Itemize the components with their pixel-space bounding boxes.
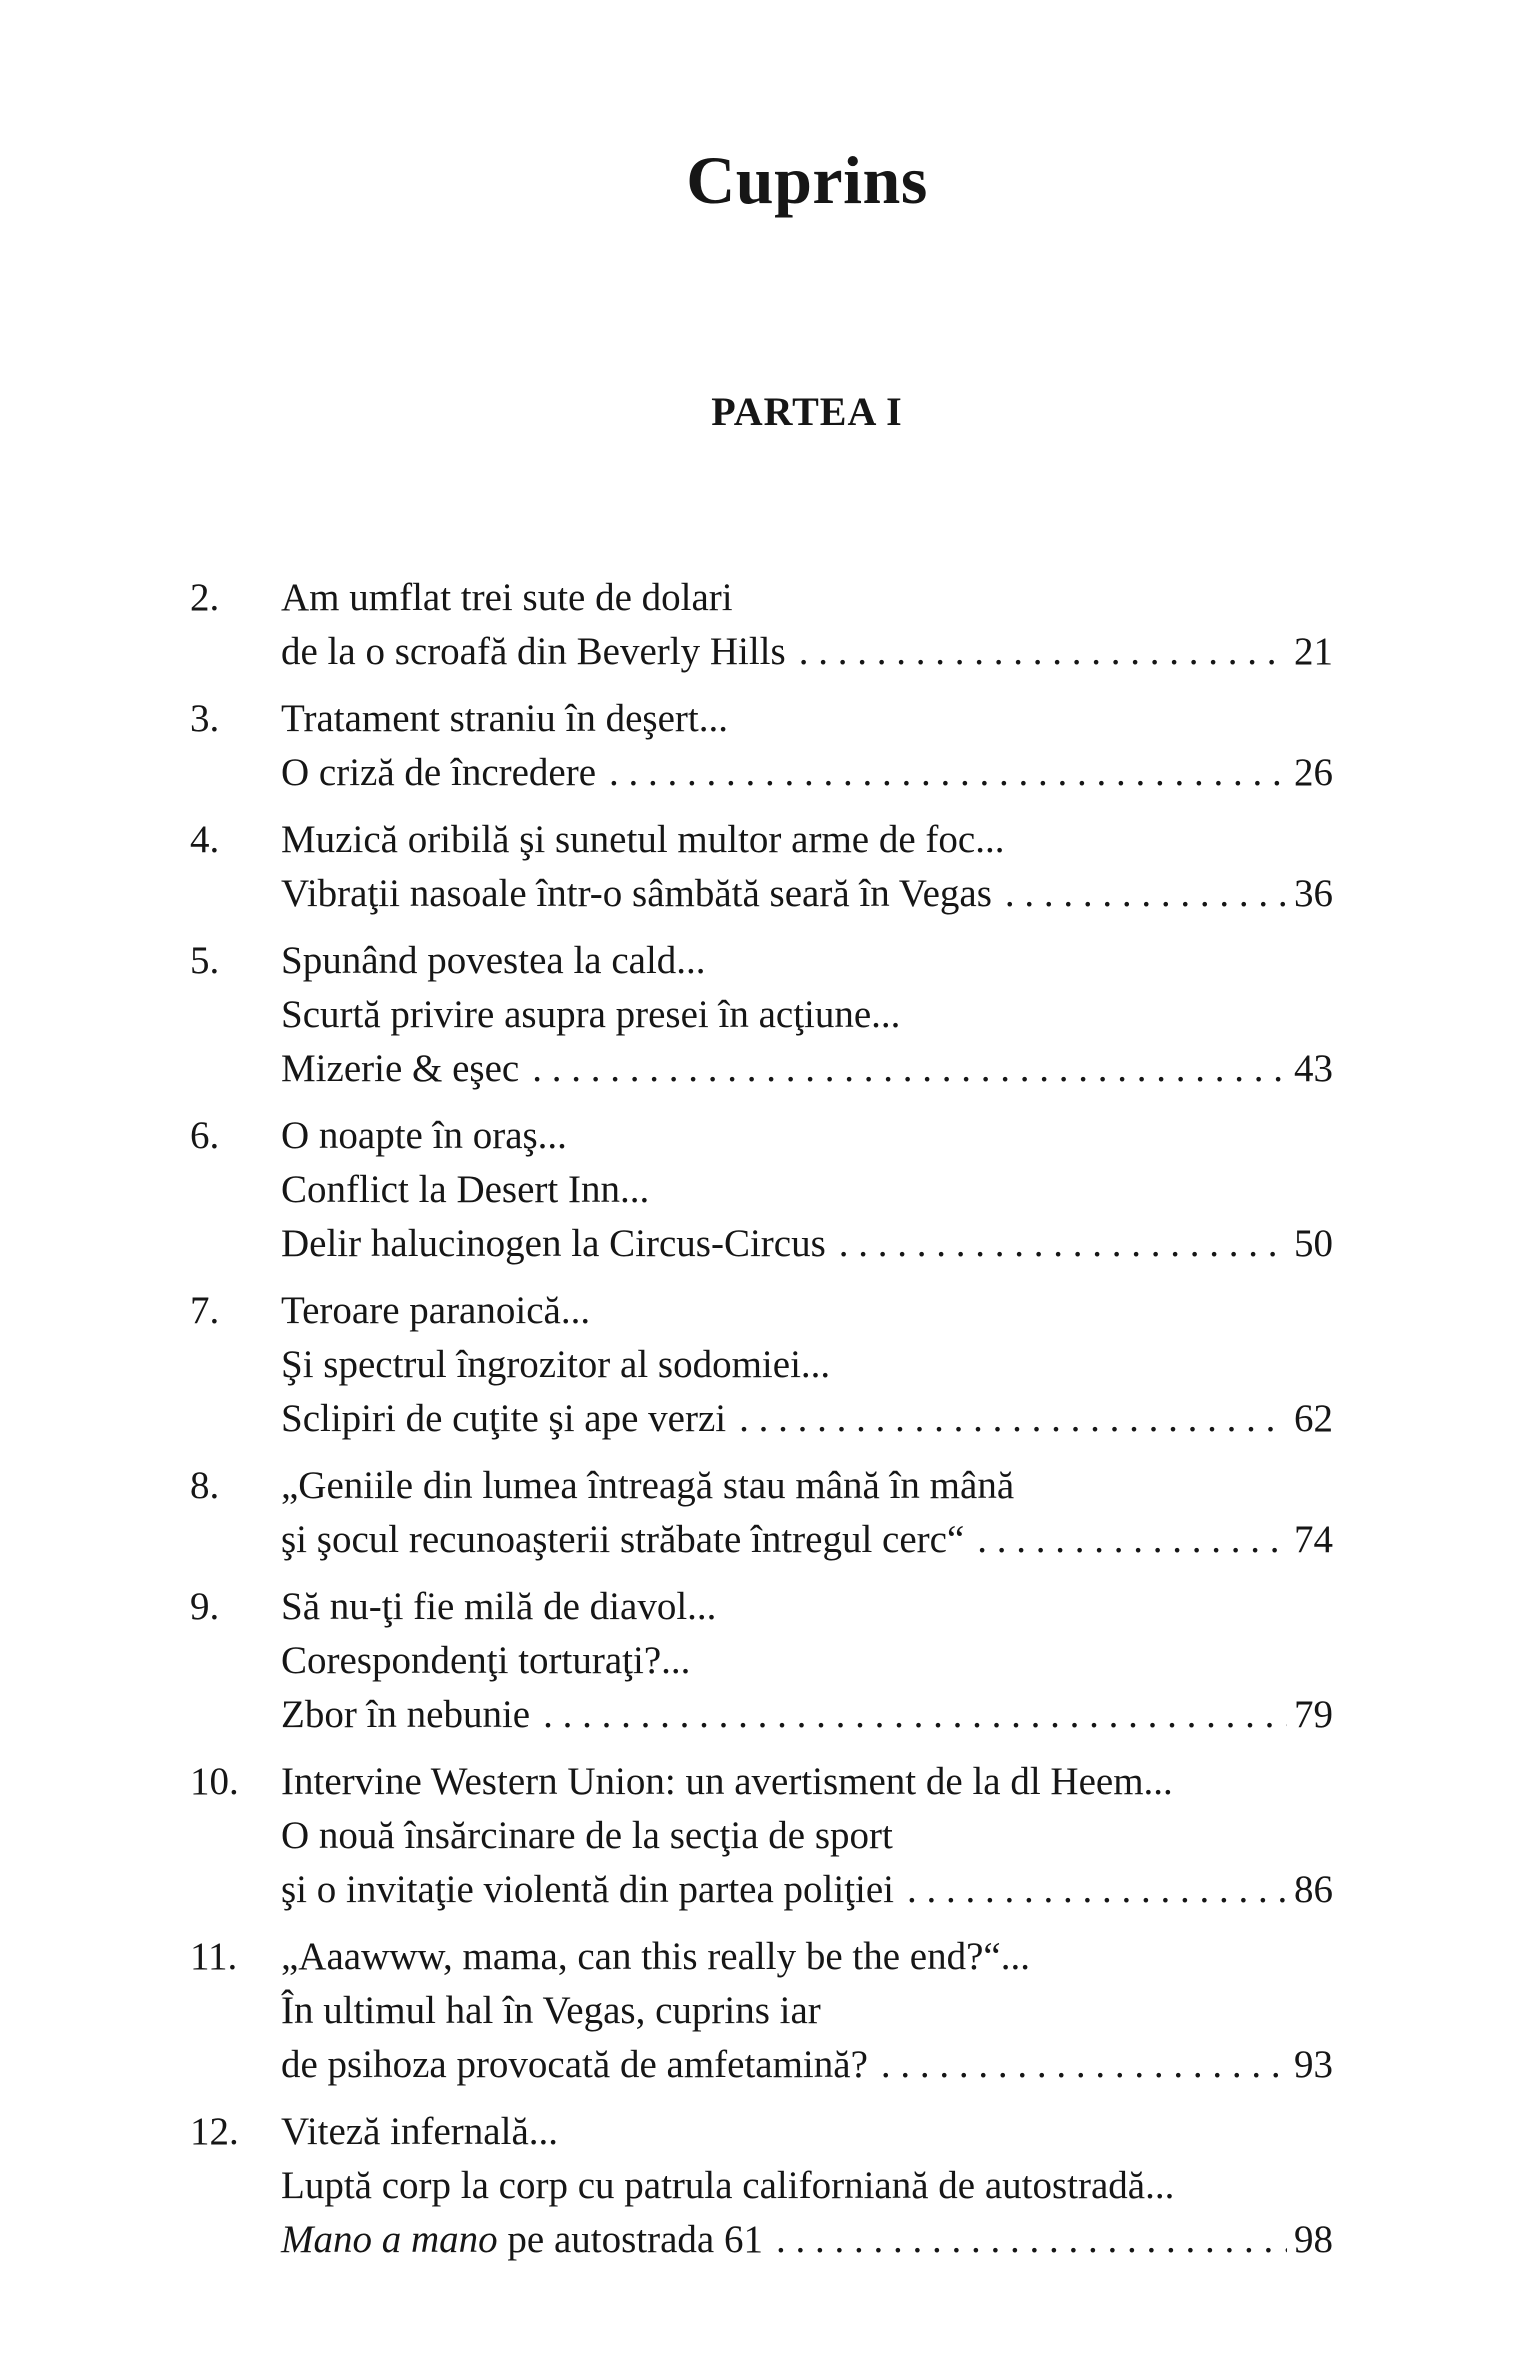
page-number: 86	[1294, 1868, 1333, 1911]
chapter-title-text: Sclipiri de cuţite şi ape verzi	[281, 1397, 727, 1440]
chapter-number: 2.	[190, 576, 220, 619]
chapter-title-text: Corespondenţi torturaţi?...	[281, 1639, 691, 1682]
chapter-title-line	[281, 1338, 1333, 1392]
page-number: 43	[1294, 1047, 1333, 1090]
chapter-number: 7.	[190, 1289, 220, 1332]
chapter-title-line	[281, 625, 1333, 679]
dot-leader	[881, 2038, 1287, 2092]
chapter-title-text: Mizerie & eşec	[281, 1047, 520, 1090]
chapter-title-line	[281, 1580, 1333, 1634]
chapter-title-line	[281, 2159, 1333, 2213]
chapter-title-text: Teroare paranoică...	[281, 1289, 591, 1332]
chapter-title-text: Şi spectrul îngrozitor al sodomiei...	[281, 1343, 831, 1386]
chapter-title-line	[281, 746, 1333, 800]
chapter-title-text: Zbor în nebunie	[281, 1693, 531, 1736]
toc-entry	[190, 571, 1333, 679]
chapter-title-line	[281, 1755, 1333, 1809]
page-number: 36	[1294, 872, 1333, 915]
toc-entry	[190, 934, 1333, 1096]
chapter-title-text: de psihoza provocată de amfetamină?	[281, 2043, 868, 2086]
chapter-title-text: Conflict la Desert Inn...	[281, 1168, 650, 1211]
chapter-title-line	[281, 934, 1333, 988]
chapter-title-line	[281, 1688, 1333, 1742]
page-number: 50	[1294, 1222, 1333, 1265]
chapter-number: 10.	[190, 1760, 239, 1803]
chapter-title-text: În ultimul hal în Vegas, cuprins iar	[281, 1989, 821, 2032]
dot-leader	[839, 1217, 1287, 1271]
chapter-title-line	[281, 813, 1333, 867]
chapter-title-line	[281, 1863, 1333, 1917]
page-number: 21	[1294, 630, 1333, 673]
chapter-number: 12.	[190, 2110, 239, 2153]
chapter-title-line	[281, 1163, 1333, 1217]
chapter-title-text: O nouă însărcinare de la secţia de sport	[281, 1814, 893, 1857]
toc-entry	[190, 1284, 1333, 1446]
chapter-title-text: Vibraţii nasoale într-o sâmbătă seară în Vegas	[281, 872, 992, 915]
chapter-title-line	[281, 988, 1333, 1042]
chapter-title-line	[281, 2038, 1333, 2092]
chapter-title	[281, 813, 1333, 921]
chapter-title	[281, 1284, 1333, 1446]
chapter-title-line	[281, 1284, 1333, 1338]
toc-entry	[190, 1109, 1333, 1271]
chapter-title-line	[281, 1459, 1333, 1513]
dot-leader	[532, 1042, 1287, 1096]
toc-entry	[190, 1459, 1333, 1567]
chapter-title-line	[281, 1109, 1333, 1163]
chapter-title	[281, 1755, 1333, 1917]
chapter-title-text: Scurtă privire asupra presei în acţiune...	[281, 993, 901, 1036]
toc-entry	[190, 692, 1333, 800]
page-number: 79	[1294, 1693, 1333, 1736]
chapter-title	[281, 2105, 1333, 2267]
dot-leader	[799, 625, 1287, 679]
page-number: 26	[1294, 751, 1333, 794]
chapter-title	[281, 1109, 1333, 1271]
chapter-title-text: Muzică oribilă şi sunetul multor arme de foc...	[281, 818, 1005, 861]
chapter-title-text: „Aaawww, mama, can this really be the end?“...	[281, 1935, 1030, 1978]
chapter-number: 11.	[190, 1935, 238, 1978]
toc-entry	[190, 2105, 1333, 2267]
chapter-title-line	[281, 1042, 1333, 1096]
chapter-title-line	[281, 1984, 1333, 2038]
toc-list	[190, 571, 1333, 2267]
chapter-title-text: „Geniile din lumea întreagă stau mână în mână	[281, 1464, 1015, 1507]
chapter-title	[281, 1930, 1333, 2092]
chapter-title-text: de la o scroafă din Beverly Hills	[281, 630, 786, 673]
chapter-title-line	[281, 1513, 1333, 1567]
chapter-title-text: Am umflat trei sute de dolari	[281, 576, 733, 619]
dot-leader	[907, 1863, 1287, 1917]
page-number: 93	[1294, 2043, 1333, 2086]
chapter-title-text: şi şocul recunoaşterii străbate întregul cerc“	[281, 1518, 965, 1561]
chapter-title-line	[281, 692, 1333, 746]
dot-leader	[543, 1688, 1287, 1742]
dot-leader	[1005, 867, 1287, 921]
chapter-title-text: Luptă corp la corp cu patrula californiană de autostradă...	[281, 2164, 1175, 2207]
page-number: 74	[1294, 1518, 1333, 1561]
chapter-title-text: şi o invitaţie violentă din partea poliţiei	[281, 1868, 895, 1911]
chapter-title-text: Delir halucinogen la Circus-Circus	[281, 1222, 826, 1265]
chapter-title-text: Mano a mano pe autostrada 61	[281, 2218, 763, 2261]
chapter-title-text: Viteză infernală...	[281, 2110, 558, 2153]
chapter-title-line	[281, 2213, 1333, 2267]
page-title: Cuprins	[686, 142, 928, 218]
dot-leader	[739, 1392, 1287, 1446]
chapter-title-line	[281, 1930, 1333, 1984]
chapter-number: 3.	[190, 697, 220, 740]
chapter-title	[281, 571, 1333, 679]
chapter-title	[281, 692, 1333, 800]
chapter-title	[281, 934, 1333, 1096]
dot-leader	[776, 2213, 1287, 2267]
dot-leader	[609, 746, 1287, 800]
page-number: 98	[1294, 2218, 1333, 2261]
chapter-title-line	[281, 1809, 1333, 1863]
chapter-number: 9.	[190, 1585, 220, 1628]
chapter-number: 4.	[190, 818, 220, 861]
chapter-title-line	[281, 1217, 1333, 1271]
chapter-title-line	[281, 1634, 1333, 1688]
page-number: 62	[1294, 1397, 1333, 1440]
chapter-title	[281, 1459, 1333, 1567]
toc-entry	[190, 1580, 1333, 1742]
chapter-title-text: Să nu-ţi fie milă de diavol...	[281, 1585, 717, 1628]
chapter-title-line	[281, 2105, 1333, 2159]
chapter-title-text: O noapte în oraş...	[281, 1114, 567, 1157]
chapter-number: 6.	[190, 1114, 220, 1157]
chapter-title-text: O criză de încredere	[281, 751, 597, 794]
chapter-title-text: Intervine Western Union: un avertisment de la dl Heem...	[281, 1760, 1173, 1803]
chapter-title-text: Spunând povestea la cald...	[281, 939, 706, 982]
section-heading: PARTEA I	[711, 389, 903, 434]
toc-entry	[190, 1755, 1333, 1917]
chapter-number: 5.	[190, 939, 220, 982]
chapter-number: 8.	[190, 1464, 220, 1507]
toc-entry	[190, 1930, 1333, 2092]
chapter-title-text: Tratament straniu în deşert...	[281, 697, 728, 740]
toc-entry	[190, 813, 1333, 921]
dot-leader	[977, 1513, 1287, 1567]
chapter-title-line	[281, 867, 1333, 921]
chapter-title	[281, 1580, 1333, 1742]
chapter-title-line	[281, 571, 1333, 625]
chapter-title-line	[281, 1392, 1333, 1446]
